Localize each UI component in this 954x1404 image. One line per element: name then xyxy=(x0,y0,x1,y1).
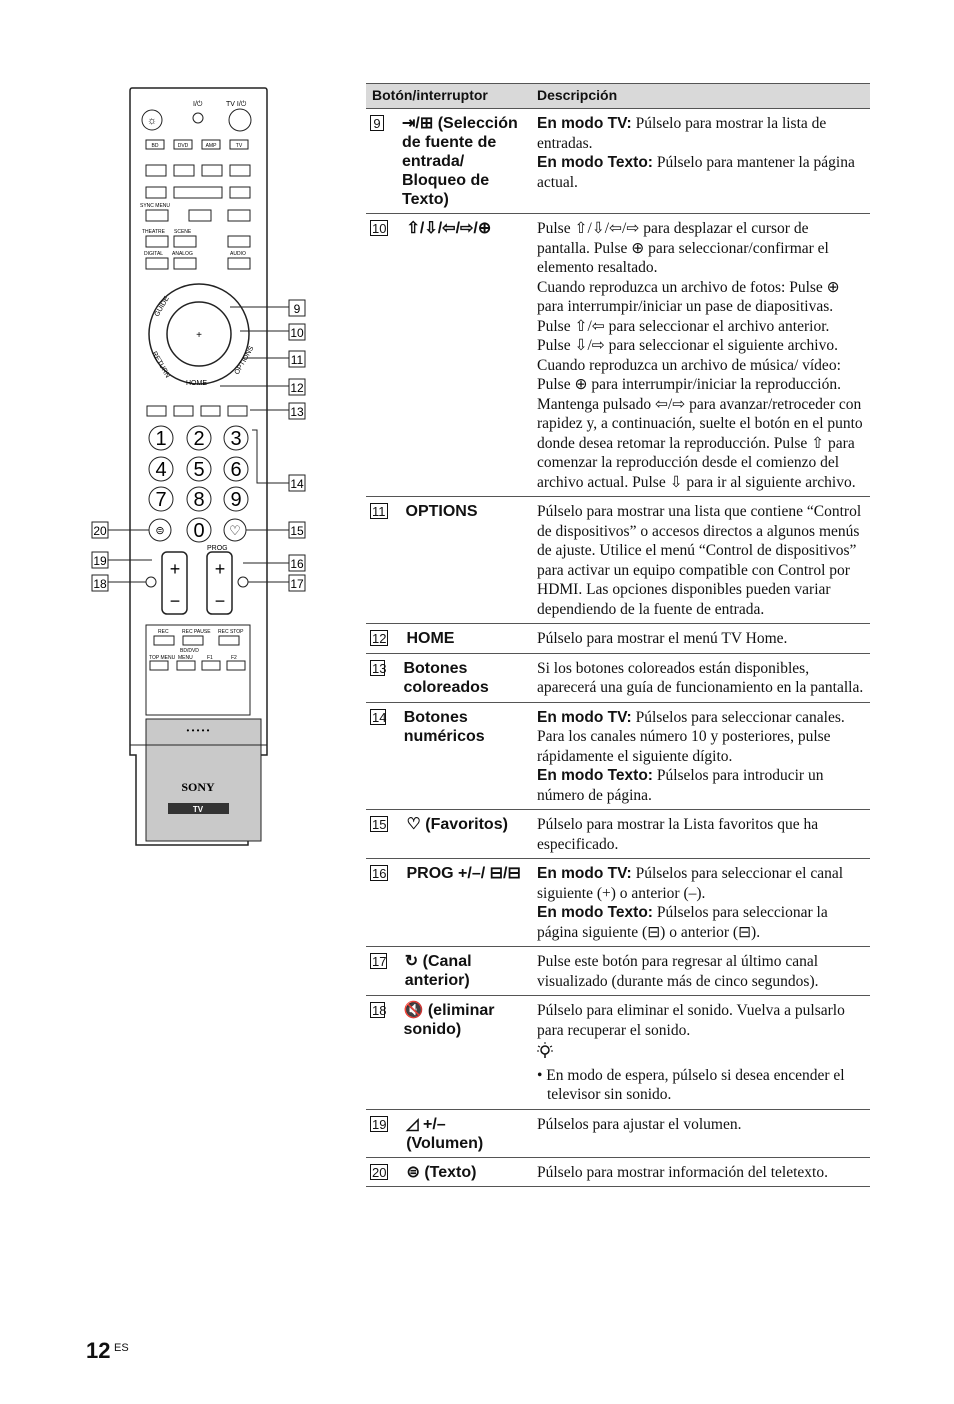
description-cell xyxy=(531,214,870,497)
button-cell xyxy=(366,1109,531,1157)
button-label: ↻ (Canal anterior) xyxy=(404,953,472,989)
svg-text:3: 3 xyxy=(230,428,242,450)
svg-text:15: 15 xyxy=(290,524,304,538)
svg-text:8: 8 xyxy=(193,489,205,511)
svg-text:6: 6 xyxy=(230,459,242,481)
description-text: Púlselos para introducir un número de página. xyxy=(537,767,824,804)
button-cell xyxy=(366,624,531,654)
mode-label: En modo TV: xyxy=(537,115,632,132)
description-text: Pulse ⇧/⇩/⇦/⇨ para desplazar el cursor de pantalla. Pulse ⊕ para seleccionar/confirmar el elemento resaltado. xyxy=(537,220,829,276)
description-text: Cuando reproduzca un archivo de fotos: Pulse ⊕ para interrumpir/iniciar un pase de diapositivas. Pulse ⇧/⇦ para seleccionar el archivo anterior. Pulse ⇩/⇨ para seleccionar el siguiente archivo. xyxy=(537,278,840,354)
callout-number: 18 xyxy=(372,1003,387,1018)
svg-text:• • • • •: • • • • • xyxy=(186,726,210,735)
description-paragraph xyxy=(537,1001,864,1040)
callout-number: 14 xyxy=(372,709,387,725)
button-description-table xyxy=(366,83,870,1187)
tip-text: • En modo de espera, púlselo si desea encender el televisor sin sonido. xyxy=(537,1066,845,1103)
description-paragraph xyxy=(537,864,864,903)
callout-number: 16 xyxy=(372,866,387,881)
mode-label: En modo TV: xyxy=(537,708,632,726)
description-paragraph xyxy=(537,278,864,356)
svg-text:16: 16 xyxy=(290,557,304,571)
button-cell xyxy=(366,996,531,1110)
button-cell xyxy=(366,947,531,996)
svg-text:REC: REC xyxy=(158,629,169,635)
button-cell xyxy=(366,859,531,947)
table-row xyxy=(366,810,870,859)
callout-number: 19 xyxy=(372,1116,387,1132)
svg-text:OPTIONS: OPTIONS xyxy=(233,345,256,376)
svg-text:14: 14 xyxy=(290,477,304,491)
svg-text:11: 11 xyxy=(290,353,304,367)
button-label: PROG +/–/ ⊟/⊟ xyxy=(406,865,521,882)
svg-text:0: 0 xyxy=(193,520,205,542)
svg-text:F2: F2 xyxy=(231,655,237,661)
svg-text:THEATRE: THEATRE xyxy=(142,229,165,235)
table-row xyxy=(366,1157,870,1187)
description-cell xyxy=(531,109,870,214)
callout-number: 11 xyxy=(372,504,386,519)
description-text: Púlselo para mostrar la lista de entradas. xyxy=(537,115,827,152)
table-row xyxy=(366,947,870,996)
table-row xyxy=(366,653,870,702)
svg-text:−: − xyxy=(169,591,181,611)
description-cell xyxy=(531,1109,870,1157)
button-label: ♡ (Favoritos) xyxy=(406,816,508,833)
power-label: I/⏻ xyxy=(193,101,203,108)
button-cell xyxy=(366,214,531,497)
description-paragraph xyxy=(537,708,864,767)
page-number: 12 xyxy=(86,1338,111,1363)
mode-label: En modo Texto: xyxy=(537,904,653,921)
svg-text:REC PAUSE: REC PAUSE xyxy=(182,629,211,635)
svg-text:AMP: AMP xyxy=(205,143,217,149)
callout-number: 20 xyxy=(372,1164,387,1180)
table-row xyxy=(366,497,870,624)
description-paragraph xyxy=(537,766,864,805)
svg-text:F1: F1 xyxy=(207,655,213,661)
button-label: ⊜ (Texto) xyxy=(406,1163,477,1181)
svg-text:AUDIO: AUDIO xyxy=(230,251,246,257)
description-cell xyxy=(531,702,870,810)
callout-number: 10 xyxy=(372,221,387,236)
description-paragraph xyxy=(537,356,864,493)
svg-text:⊜: ⊜ xyxy=(155,525,165,537)
description-cell xyxy=(531,1157,870,1187)
svg-text:RETURN: RETURN xyxy=(150,350,171,380)
svg-text:PROG: PROG xyxy=(207,545,228,552)
callout-number: 12 xyxy=(372,631,387,646)
svg-text:☼: ☼ xyxy=(146,115,158,127)
description-text: Púlselos para seleccionar canales. Para los canales número 10 y posteriores, pulse rápidamente el siguiente dígito. xyxy=(537,708,845,765)
remote-control-drawing xyxy=(90,85,315,855)
table-row xyxy=(366,1109,870,1157)
description-text: Púlselo para mostrar el menú TV Home. xyxy=(537,630,788,647)
description-text: Púlselos para seleccionar el canal siguiente (+) o anterior (–). xyxy=(537,865,844,902)
description-text: Si los botones coloreados están disponibles, aparecerá una guía de funcionamiento en la pantalla. xyxy=(537,659,864,696)
description-text: Púlselos para seleccionar la página siguiente (⊟) o anterior (⊟). xyxy=(537,904,828,941)
svg-text:9: 9 xyxy=(293,302,301,316)
description-paragraph xyxy=(537,502,864,619)
tv-power-label: TV I/⏻ xyxy=(226,101,247,108)
description-paragraph xyxy=(537,659,864,698)
description-cell xyxy=(531,996,870,1110)
mode-label: En modo TV: xyxy=(537,865,632,882)
description-text: Cuando reproduzca un archivo de música/ vídeo: Pulse ⊕ para interrumpir/iniciar la reproducción. Mantenga pulsado ⇦/⇨ para avanzar/retroceder con rapidez y, a continuación, suelte el botón en el punto donde desea retomar la reproducción. Pulse ⇧ para comenzar la reproducción desde el comienzo del archivo actual. Pulse ⇩ para ir al siguiente archivo. xyxy=(537,356,863,491)
button-cell xyxy=(366,702,531,810)
description-text: Púlselos para ajustar el volumen. xyxy=(537,1115,742,1133)
svg-text:BD/DVD: BD/DVD xyxy=(180,648,199,654)
svg-text:17: 17 xyxy=(290,577,304,591)
svg-text:18: 18 xyxy=(93,577,107,591)
remote-illustration xyxy=(90,85,315,855)
callout-number: 17 xyxy=(372,954,387,969)
svg-text:1: 1 xyxy=(155,428,167,450)
description-paragraph xyxy=(537,219,864,278)
description-cell xyxy=(531,947,870,996)
table-row xyxy=(366,109,870,214)
button-cell xyxy=(366,1157,531,1187)
svg-text:5: 5 xyxy=(193,459,205,481)
tip-icon xyxy=(537,1042,864,1066)
svg-text:HOME: HOME xyxy=(186,380,207,387)
svg-text:SCENE: SCENE xyxy=(174,229,192,235)
button-label: OPTIONS xyxy=(405,503,478,520)
svg-text:BD: BD xyxy=(151,143,159,149)
svg-text:−: − xyxy=(214,591,226,611)
svg-text:12: 12 xyxy=(290,381,304,395)
description-text: Púlselo para mantener la página actual. xyxy=(537,154,855,191)
description-text: Púlselo para mostrar la Lista favoritos que ha especificado. xyxy=(537,816,819,853)
description-text: Pulse este botón para regresar al último canal visualizado (durante más de cinco segundos). xyxy=(537,953,819,990)
button-label: ⇥/⊞ (Selección de fuente de entrada/ Bloqueo de Texto) xyxy=(402,115,518,208)
svg-text:TV: TV xyxy=(235,143,243,149)
table-row xyxy=(366,702,870,810)
description-cell xyxy=(531,810,870,859)
description-paragraph xyxy=(537,629,864,649)
svg-text:ANALOG: ANALOG xyxy=(172,251,193,257)
table-row xyxy=(366,214,870,497)
button-label: HOME xyxy=(406,630,455,647)
svg-text:SYNC MENU: SYNC MENU xyxy=(140,203,171,209)
page-language: ES xyxy=(114,1342,129,1354)
description-text: Púlselo para eliminar el sonido. Vuelva a pulsarlo para recuperar el sonido. xyxy=(537,1002,845,1039)
svg-text:19: 19 xyxy=(93,554,107,568)
svg-text:+: + xyxy=(214,559,226,579)
mode-label: En modo Texto: xyxy=(537,154,653,171)
svg-text:TOP MENU: TOP MENU xyxy=(149,655,176,661)
svg-text:DIGITAL: DIGITAL xyxy=(144,251,164,257)
button-label: Botones coloreados xyxy=(403,659,489,696)
callout-number: 9 xyxy=(370,115,384,131)
description-paragraph xyxy=(537,153,864,192)
button-cell xyxy=(366,810,531,859)
button-label: ◿ +/– (Volumen) xyxy=(406,1115,484,1152)
column-header-description: Descripción xyxy=(531,84,870,109)
svg-text:13: 13 xyxy=(290,405,304,419)
column-header-button: Botón/interruptor xyxy=(366,84,531,109)
svg-text:MENU: MENU xyxy=(178,655,193,661)
sony-logo: SONY xyxy=(181,780,215,794)
svg-text:20: 20 xyxy=(93,524,107,538)
description-text: Púlselo para mostrar información del teletexto. xyxy=(537,1163,828,1181)
description-paragraph xyxy=(537,1115,864,1135)
description-text: Púlselo para mostrar una lista que contiene “Control de dispositivos” o accesos directos a algunos menús de ajuste. Utilice el menú “Control de dispositivos” para activar un equipo compatible con Control por HDMI. Las opciones disponibles pueden variar dependiendo de la fuente de entrada. xyxy=(537,503,862,618)
svg-text:+: + xyxy=(169,559,181,579)
svg-text:GUIDE: GUIDE xyxy=(153,295,171,318)
table-row xyxy=(366,859,870,947)
button-label: ⇧/⇩/⇦/⇨/⊕ xyxy=(406,220,492,237)
button-label: 🔇 (eliminar sonido) xyxy=(403,1002,495,1038)
table-header-row xyxy=(366,84,870,109)
svg-text:TV: TV xyxy=(192,805,204,814)
table-row xyxy=(366,624,870,654)
button-label: Botones numéricos xyxy=(403,708,485,745)
button-cell xyxy=(366,497,531,624)
callout-number: 15 xyxy=(372,817,387,832)
svg-text:REC STOP: REC STOP xyxy=(218,629,244,635)
description-paragraph xyxy=(537,903,864,942)
mode-label: En modo Texto: xyxy=(537,767,653,784)
description-cell xyxy=(531,497,870,624)
svg-text:9: 9 xyxy=(230,489,242,511)
svg-text:7: 7 xyxy=(155,489,167,511)
svg-text:4: 4 xyxy=(155,459,167,481)
callout-number: 13 xyxy=(372,660,387,676)
description-paragraph xyxy=(537,952,864,991)
description-cell xyxy=(531,624,870,654)
description-paragraph xyxy=(537,815,864,854)
table-row xyxy=(366,996,870,1110)
description-paragraph xyxy=(537,1163,864,1183)
description-cell xyxy=(531,859,870,947)
svg-text:10: 10 xyxy=(290,326,304,340)
svg-text:2: 2 xyxy=(193,428,205,450)
button-cell xyxy=(366,109,531,214)
description-cell xyxy=(531,653,870,702)
svg-text:DVD: DVD xyxy=(177,143,189,149)
svg-text:♡: ♡ xyxy=(229,523,241,538)
svg-text:+: + xyxy=(196,330,202,341)
button-cell xyxy=(366,653,531,702)
description-paragraph xyxy=(537,114,864,153)
